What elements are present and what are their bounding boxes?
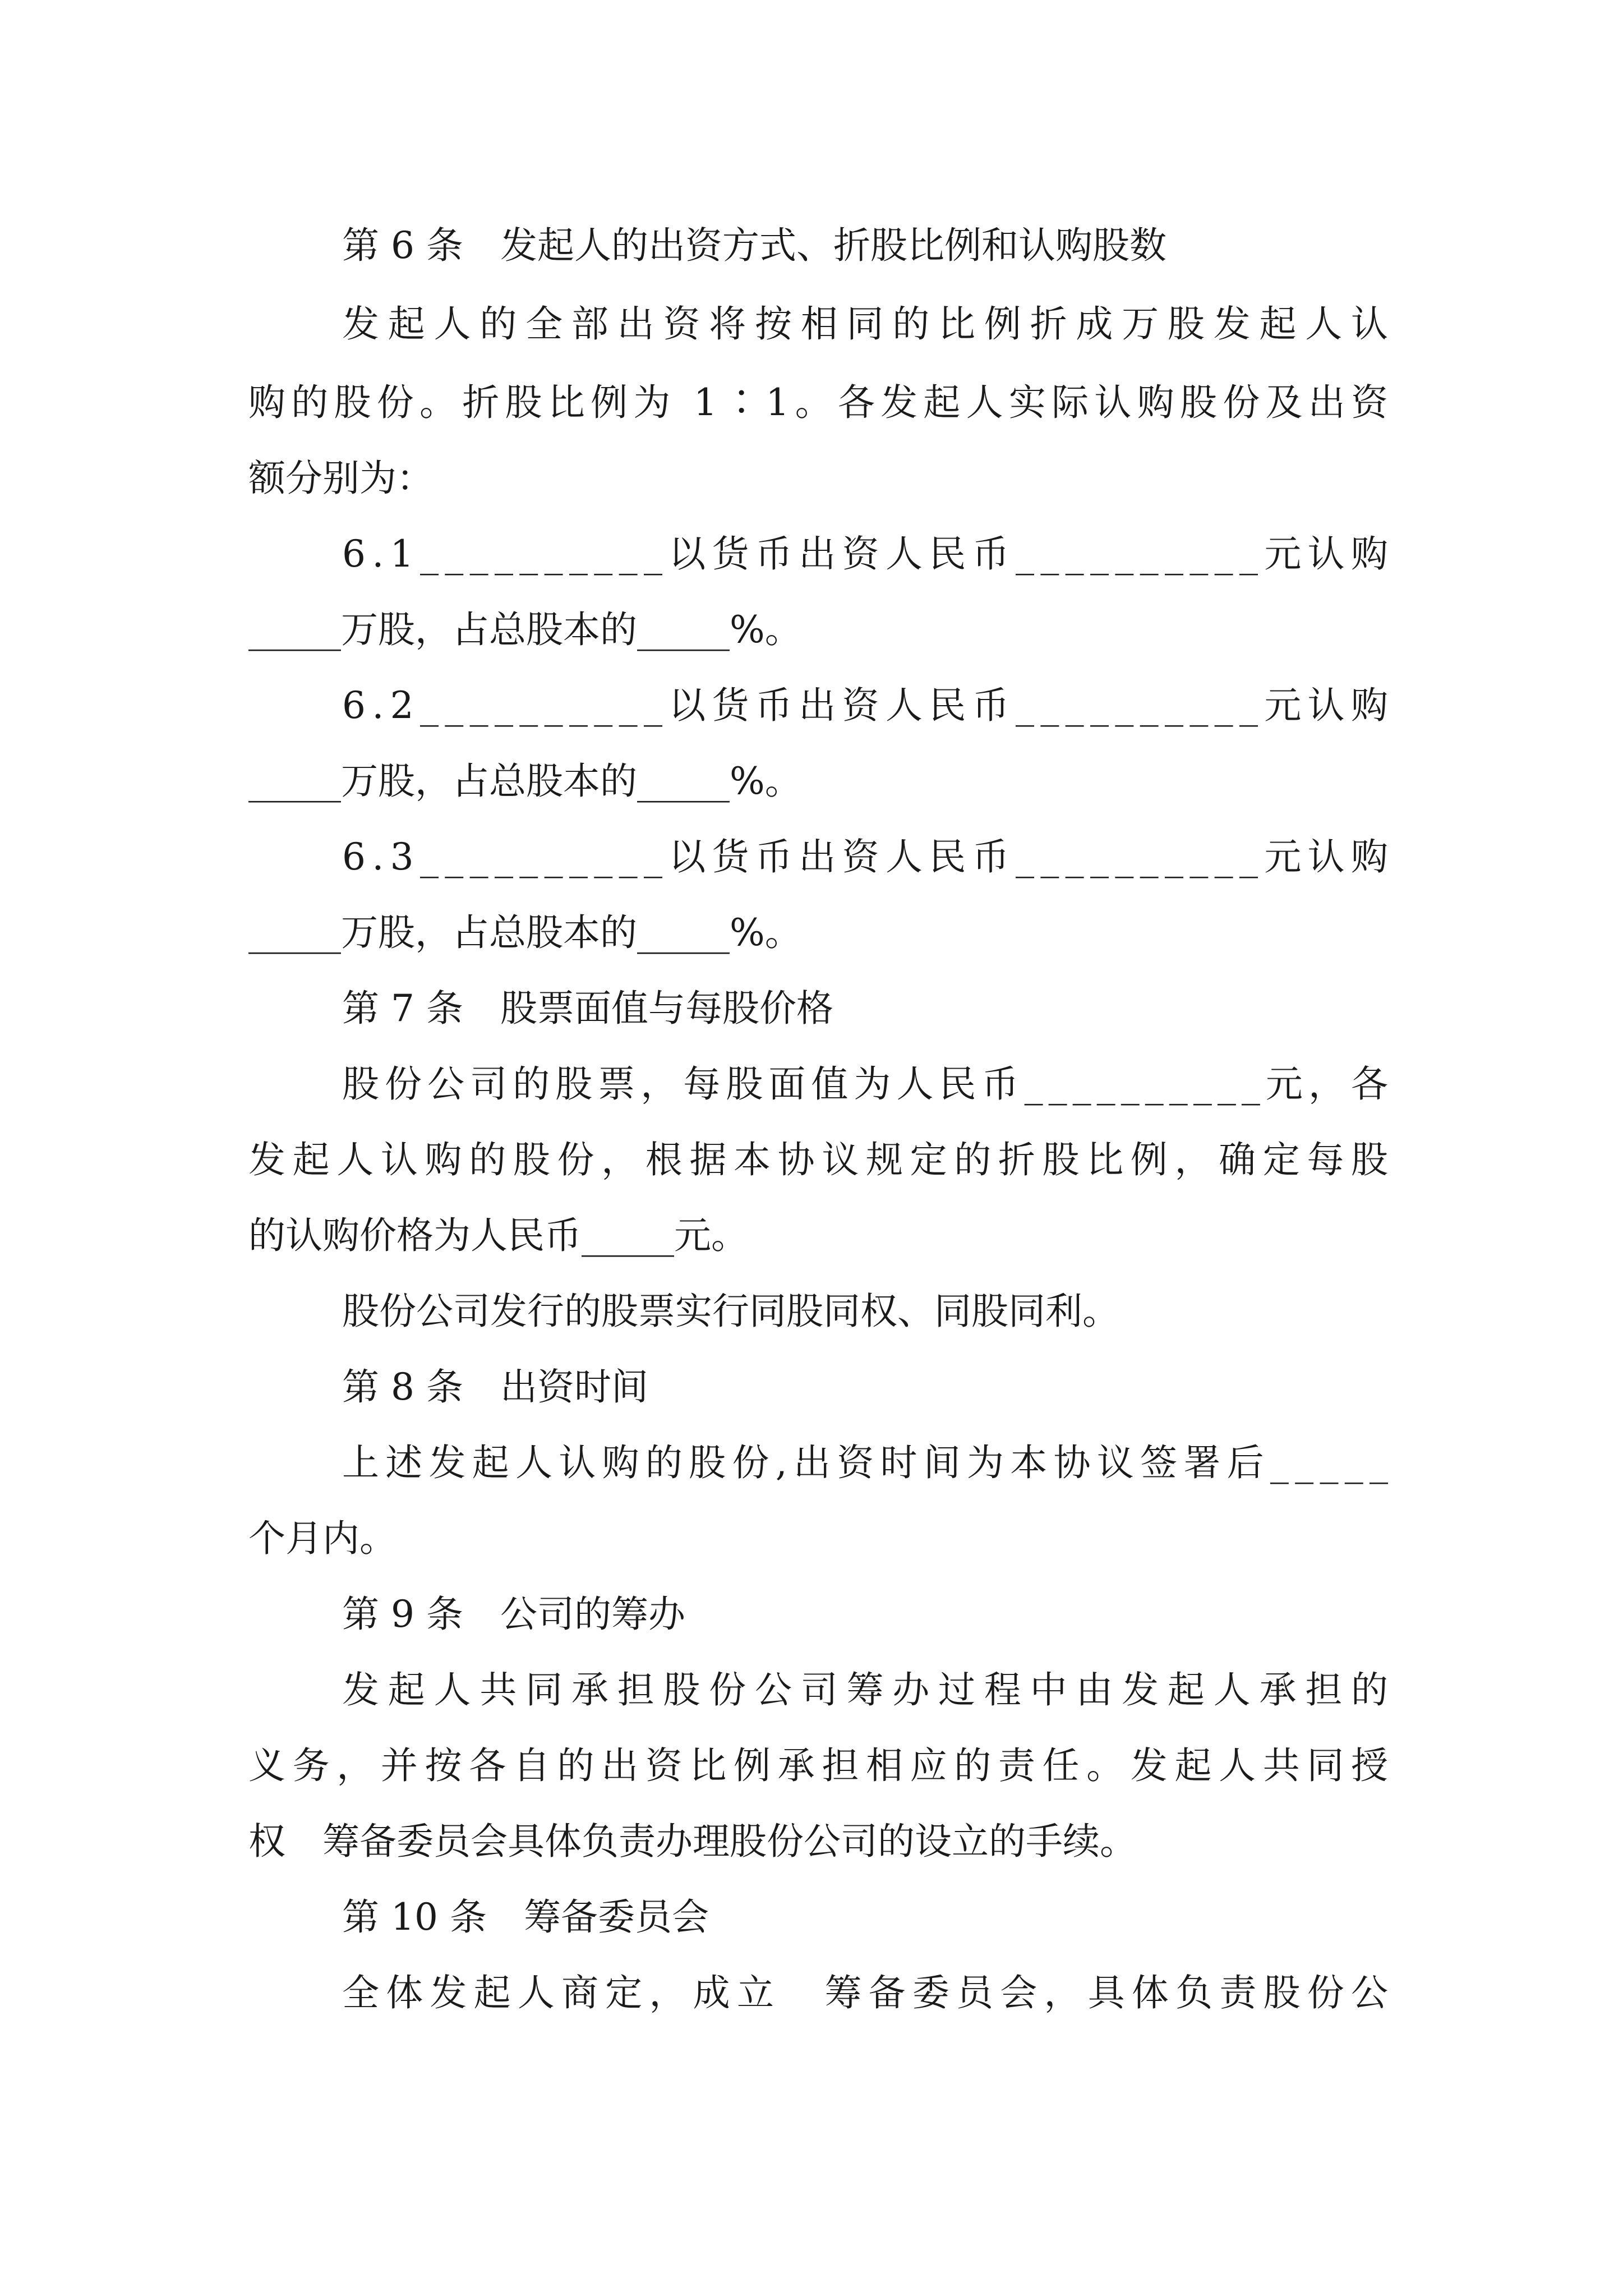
text-line: 6.1__________以货币出资人民币__________元认购 [342, 532, 1395, 576]
text-line: 个月内。 [248, 1517, 396, 1560]
text-line: 第 6 条 发起人的出资方式、折股比例和认购股数 [342, 224, 1166, 267]
text-line: 发起人共同承担股份公司筹办过程中由发起人承担的 [342, 1668, 1397, 1711]
text-line: 额分别为： [248, 457, 434, 500]
text-line: 上述发起人认购的股份,出资时间为本协议签署后_____ [342, 1441, 1395, 1484]
text-line: _____万股，占总股本的_____%。 [248, 760, 802, 803]
text-line: 6.2__________以货币出资人民币__________元认购 [342, 684, 1395, 727]
text-line: 第 10 条 筹备委员会 [342, 1895, 709, 1939]
text-line: 第 8 条 出资时间 [342, 1365, 648, 1409]
text-line: 6.3__________以货币出资人民币__________元认购 [342, 835, 1395, 878]
text-line: 第 7 条 股票面值与每股价格 [342, 987, 833, 1030]
text-line: 股份公司发行的股票实行同股同权、同股同利。 [342, 1290, 1119, 1333]
text-line: 发起人的全部出资将按相同的比例折成万股发起人认 [342, 302, 1397, 346]
text-line: 购的股份。折股比例为 1∶1。各发起人实际认购股份及出资 [248, 381, 1394, 424]
text-line: 股份公司的股票，每股面值为人民币__________元，各 [342, 1062, 1394, 1106]
text-line: 义务，并按各自的出资比例承担相应的责任。发起人共同授 [248, 1744, 1395, 1787]
text-line: 全体发起人商定，成立 筹备委员会，具体负责股份公 [342, 1971, 1395, 2014]
text-line: 权 筹备委员会具体负责办理股份公司的设立的手续。 [248, 1820, 1137, 1863]
text-line: 的认购价格为人民币_____元。 [248, 1214, 748, 1257]
text-line: _____万股，占总股本的_____%。 [248, 608, 802, 651]
text-line: 第 9 条 公司的筹办 [342, 1593, 685, 1636]
text-line: 发起人认购的股份，根据本协议规定的折股比例，确定每股 [248, 1138, 1395, 1181]
text-line: _____万股，占总股本的_____%。 [248, 911, 802, 954]
